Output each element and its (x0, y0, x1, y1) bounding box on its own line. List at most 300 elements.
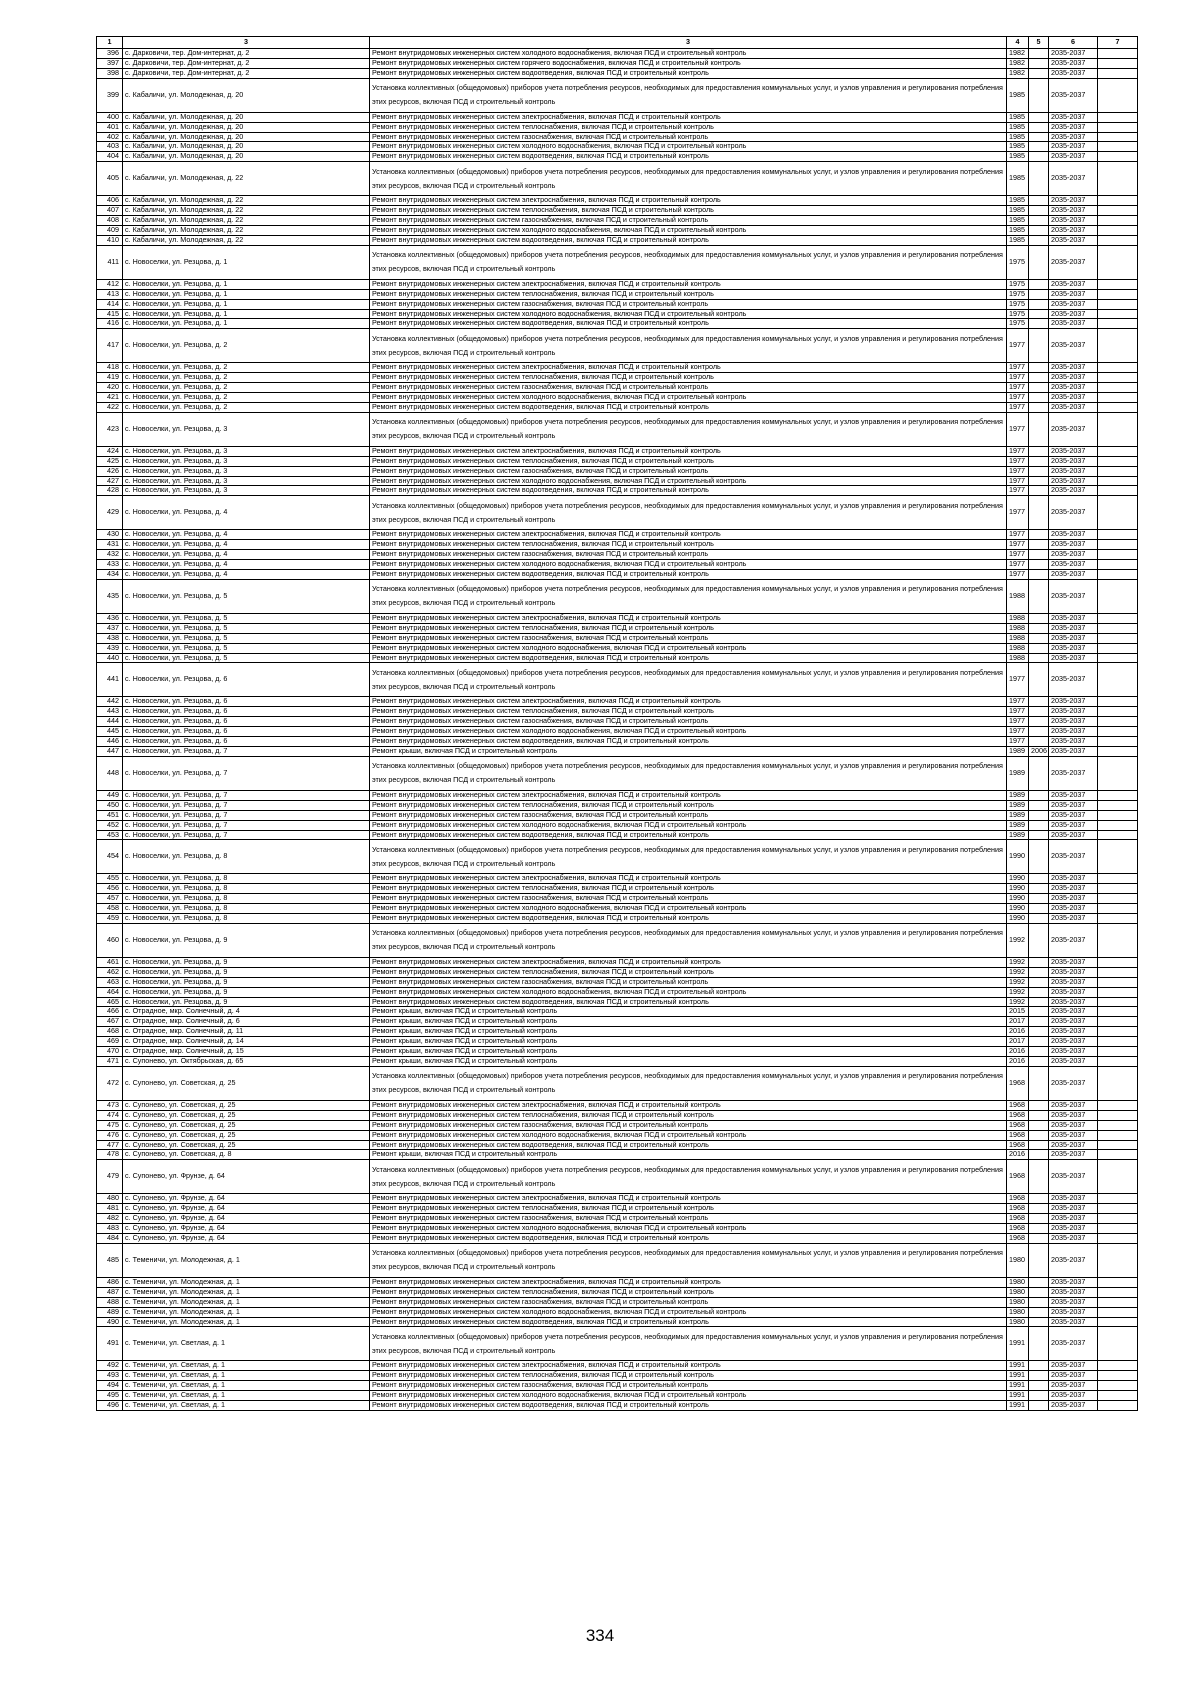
empty-cell (1098, 800, 1138, 810)
last-repair-year-cell (1029, 279, 1049, 289)
row-number: 476 (97, 1130, 123, 1140)
empty-cell (1098, 540, 1138, 550)
address-cell: с. Новоселки, ул. Резцова, д. 5 (123, 613, 370, 623)
work-type-cell: Ремонт внутридомовых инженерных систем водоотведения, включая ПСД и строительный контроль (370, 1233, 1007, 1243)
work-type-cell: Ремонт внутридомовых инженерных систем водоотведения, включая ПСД и строительный контроль (370, 570, 1007, 580)
address-cell: с. Новоселки, ул. Резцова, д. 3 (123, 466, 370, 476)
last-repair-year-cell (1029, 997, 1049, 1007)
empty-cell (1098, 68, 1138, 78)
table-row (97, 707, 1138, 717)
work-type-cell: Ремонт внутридомовых инженерных систем теплоснабжения, включая ПСД и строительный контроль (370, 289, 1007, 299)
empty-cell (1098, 373, 1138, 383)
address-cell: с. Новоселки, ул. Резцова, д. 3 (123, 446, 370, 456)
commission-year-cell: 1975 (1007, 245, 1029, 279)
commission-year-cell: 1968 (1007, 1214, 1029, 1224)
work-type-cell: Ремонт крыши, включая ПСД и строительный контроль (370, 1027, 1007, 1037)
planned-period-cell: 2035-2037 (1049, 112, 1098, 122)
row-number: 413 (97, 289, 123, 299)
commission-year-cell: 1977 (1007, 476, 1029, 486)
planned-period-cell: 2035-2037 (1049, 746, 1098, 756)
row-number: 416 (97, 319, 123, 329)
planned-period-cell: 2035-2037 (1049, 1140, 1098, 1150)
empty-cell (1098, 967, 1138, 977)
commission-year-cell: 1968 (1007, 1194, 1029, 1204)
table-row (97, 412, 1138, 446)
address-cell: с. Теменичи, ул. Светлая, д. 1 (123, 1401, 370, 1411)
commission-year-cell: 1977 (1007, 456, 1029, 466)
planned-period-cell: 2035-2037 (1049, 1243, 1098, 1277)
planned-period-cell: 2035-2037 (1049, 707, 1098, 717)
work-type-cell: Ремонт внутридомовых инженерных систем электроснабжения, включая ПСД и строительный контроль (370, 957, 1007, 967)
planned-period-cell: 2035-2037 (1049, 1307, 1098, 1317)
table-row (97, 697, 1138, 707)
table-row (97, 329, 1138, 363)
planned-period-cell: 2035-2037 (1049, 279, 1098, 289)
table-row (97, 1391, 1138, 1401)
row-number: 454 (97, 840, 123, 874)
address-cell: с. Теменичи, ул. Светлая, д. 1 (123, 1361, 370, 1371)
commission-year-cell: 1991 (1007, 1391, 1029, 1401)
address-cell: с. Теменичи, ул. Светлая, д. 1 (123, 1381, 370, 1391)
commission-year-cell: 1989 (1007, 810, 1029, 820)
commission-year-cell: 1975 (1007, 319, 1029, 329)
work-type-cell: Ремонт внутридомовых инженерных систем теплоснабжения, включая ПСД и строительный контроль (370, 206, 1007, 216)
work-type-cell: Ремонт внутридомовых инженерных систем холодного водоснабжения, включая ПСД и строительный контроль (370, 225, 1007, 235)
empty-cell (1098, 1317, 1138, 1327)
planned-period-cell: 2035-2037 (1049, 1100, 1098, 1110)
commission-year-cell: 1991 (1007, 1401, 1029, 1411)
row-number: 441 (97, 663, 123, 697)
commission-year-cell: 1988 (1007, 633, 1029, 643)
work-type-cell: Ремонт внутридомовых инженерных систем холодного водоснабжения, включая ПСД и строительный контроль (370, 309, 1007, 319)
table-row (97, 68, 1138, 78)
work-type-cell: Ремонт внутридомовых инженерных систем теплоснабжения, включая ПСД и строительный контроль (370, 800, 1007, 810)
last-repair-year-cell (1029, 58, 1049, 68)
commission-year-cell: 1982 (1007, 68, 1029, 78)
row-number: 458 (97, 904, 123, 914)
last-repair-year-cell (1029, 977, 1049, 987)
commission-year-cell: 1991 (1007, 1371, 1029, 1381)
last-repair-year-cell: 2006 (1029, 746, 1049, 756)
table-row (97, 373, 1138, 383)
row-number: 423 (97, 412, 123, 446)
table-row (97, 289, 1138, 299)
empty-cell (1098, 613, 1138, 623)
empty-cell (1098, 874, 1138, 884)
work-type-cell: Ремонт внутридомовых инженерных систем холодного водоснабжения, включая ПСД и строительный контроль (370, 1307, 1007, 1317)
last-repair-year-cell (1029, 142, 1049, 152)
table-row (97, 309, 1138, 319)
commission-year-cell: 1980 (1007, 1287, 1029, 1297)
commission-year-cell: 1977 (1007, 466, 1029, 476)
table-row (97, 643, 1138, 653)
empty-cell (1098, 329, 1138, 363)
last-repair-year-cell (1029, 1287, 1049, 1297)
row-number: 490 (97, 1317, 123, 1327)
planned-period-cell: 2035-2037 (1049, 570, 1098, 580)
row-number: 425 (97, 456, 123, 466)
row-number: 443 (97, 707, 123, 717)
address-cell: с. Супонево, ул. Советская, д. 25 (123, 1130, 370, 1140)
planned-period-cell: 2035-2037 (1049, 1401, 1098, 1411)
empty-cell (1098, 1214, 1138, 1224)
planned-period-cell: 2035-2037 (1049, 874, 1098, 884)
last-repair-year-cell (1029, 132, 1049, 142)
table-row (97, 1233, 1138, 1243)
commission-year-cell: 1980 (1007, 1277, 1029, 1287)
planned-period-cell: 2035-2037 (1049, 1214, 1098, 1224)
empty-cell (1098, 820, 1138, 830)
header-cell: 6 (1049, 37, 1098, 49)
work-type-cell: Ремонт внутридомовых инженерных систем газоснабжения, включая ПСД и строительный контроль (370, 633, 1007, 643)
planned-period-cell: 2035-2037 (1049, 152, 1098, 162)
empty-cell (1098, 653, 1138, 663)
row-number: 482 (97, 1214, 123, 1224)
table-row (97, 623, 1138, 633)
work-type-cell: Ремонт внутридомовых инженерных систем электроснабжения, включая ПСД и строительный контроль (370, 1361, 1007, 1371)
address-cell: с. Новоселки, ул. Резцова, д. 3 (123, 456, 370, 466)
work-type-cell: Ремонт внутридомовых инженерных систем холодного водоснабжения, включая ПСД и строительный контроль (370, 820, 1007, 830)
row-number: 470 (97, 1047, 123, 1057)
empty-cell (1098, 1017, 1138, 1027)
row-number: 407 (97, 206, 123, 216)
planned-period-cell: 2035-2037 (1049, 697, 1098, 707)
empty-cell (1098, 790, 1138, 800)
table-row (97, 1066, 1138, 1100)
planned-period-cell: 2035-2037 (1049, 663, 1098, 697)
last-repair-year-cell (1029, 329, 1049, 363)
address-cell: с. Новоселки, ул. Резцова, д. 3 (123, 476, 370, 486)
commission-year-cell: 1982 (1007, 49, 1029, 59)
work-type-cell: Ремонт внутридомовых инженерных систем электроснабжения, включая ПСД и строительный контроль (370, 446, 1007, 456)
planned-period-cell: 2035-2037 (1049, 790, 1098, 800)
last-repair-year-cell (1029, 1007, 1049, 1017)
table-row (97, 402, 1138, 412)
planned-period-cell: 2035-2037 (1049, 894, 1098, 904)
row-number: 428 (97, 486, 123, 496)
row-number: 398 (97, 68, 123, 78)
empty-cell (1098, 1243, 1138, 1277)
planned-period-cell: 2035-2037 (1049, 540, 1098, 550)
work-type-cell: Ремонт внутридомовых инженерных систем электроснабжения, включая ПСД и строительный контроль (370, 112, 1007, 122)
empty-cell (1098, 319, 1138, 329)
commission-year-cell: 2015 (1007, 1007, 1029, 1017)
commission-year-cell: 1990 (1007, 840, 1029, 874)
planned-period-cell: 2035-2037 (1049, 1130, 1098, 1140)
last-repair-year-cell (1029, 663, 1049, 697)
table-row (97, 810, 1138, 820)
table-row (97, 746, 1138, 756)
address-cell: с. Новоселки, ул. Резцова, д. 6 (123, 717, 370, 727)
empty-cell (1098, 162, 1138, 196)
address-cell: с. Новоселки, ул. Резцова, д. 1 (123, 319, 370, 329)
commission-year-cell: 1968 (1007, 1110, 1029, 1120)
address-cell: с. Кабаличи, ул. Молодежная, д. 20 (123, 122, 370, 132)
work-type-cell: Ремонт крыши, включая ПСД и строительный контроль (370, 1037, 1007, 1047)
row-number: 480 (97, 1194, 123, 1204)
commission-year-cell: 1985 (1007, 142, 1029, 152)
empty-cell (1098, 225, 1138, 235)
row-number: 401 (97, 122, 123, 132)
planned-period-cell: 2035-2037 (1049, 402, 1098, 412)
address-cell: с. Новоселки, ул. Резцова, д. 8 (123, 914, 370, 924)
empty-cell (1098, 746, 1138, 756)
commission-year-cell: 1985 (1007, 162, 1029, 196)
empty-cell (1098, 830, 1138, 840)
work-type-cell: Ремонт внутридомовых инженерных систем водоотведения, включая ПСД и строительный контроль (370, 486, 1007, 496)
last-repair-year-cell (1029, 496, 1049, 530)
last-repair-year-cell (1029, 1160, 1049, 1194)
planned-period-cell: 2035-2037 (1049, 840, 1098, 874)
planned-period-cell: 2035-2037 (1049, 49, 1098, 59)
empty-cell (1098, 1130, 1138, 1140)
table-row (97, 1017, 1138, 1027)
table-row (97, 1371, 1138, 1381)
address-cell: с. Новоселки, ул. Резцова, д. 3 (123, 486, 370, 496)
row-number: 445 (97, 727, 123, 737)
header-cell: 3 (123, 37, 370, 49)
table-row (97, 476, 1138, 486)
work-type-cell: Ремонт внутридомовых инженерных систем газоснабжения, включая ПСД и строительный контроль (370, 1120, 1007, 1130)
address-cell: с. Супонево, ул. Советская, д. 25 (123, 1066, 370, 1100)
commission-year-cell: 1980 (1007, 1297, 1029, 1307)
commission-year-cell: 1990 (1007, 884, 1029, 894)
empty-cell (1098, 904, 1138, 914)
commission-year-cell: 1977 (1007, 540, 1029, 550)
work-type-cell: Ремонт внутридомовых инженерных систем электроснабжения, включая ПСД и строительный контроль (370, 530, 1007, 540)
last-repair-year-cell (1029, 717, 1049, 727)
work-type-cell: Ремонт внутридомовых инженерных систем теплоснабжения, включая ПСД и строительный контроль (370, 456, 1007, 466)
planned-period-cell: 2035-2037 (1049, 363, 1098, 373)
row-number: 469 (97, 1037, 123, 1047)
row-number: 463 (97, 977, 123, 987)
address-cell: с. Новоселки, ул. Резцова, д. 7 (123, 820, 370, 830)
commission-year-cell: 1985 (1007, 235, 1029, 245)
work-type-cell: Ремонт внутридомовых инженерных систем горячего водоснабжения, включая ПСД и строительный контроль (370, 58, 1007, 68)
row-number: 475 (97, 1120, 123, 1130)
table-row (97, 800, 1138, 810)
work-type-cell: Ремонт внутридомовых инженерных систем водоотведения, включая ПСД и строительный контроль (370, 653, 1007, 663)
planned-period-cell: 2035-2037 (1049, 1047, 1098, 1057)
address-cell: с. Отрадное, мкр. Солнечный, д. 15 (123, 1047, 370, 1057)
table-row (97, 363, 1138, 373)
table-row (97, 977, 1138, 987)
last-repair-year-cell (1029, 1297, 1049, 1307)
table-row (97, 997, 1138, 1007)
work-type-cell: Ремонт внутридомовых инженерных систем электроснабжения, включая ПСД и строительный контроль (370, 613, 1007, 623)
table-row (97, 456, 1138, 466)
commission-year-cell: 1989 (1007, 790, 1029, 800)
planned-period-cell: 2035-2037 (1049, 1057, 1098, 1067)
row-number: 460 (97, 923, 123, 957)
planned-period-cell: 2035-2037 (1049, 923, 1098, 957)
last-repair-year-cell (1029, 49, 1049, 59)
table-body (97, 49, 1138, 1411)
empty-cell (1098, 894, 1138, 904)
address-cell: с. Новоселки, ул. Резцова, д. 6 (123, 707, 370, 717)
last-repair-year-cell (1029, 923, 1049, 957)
planned-period-cell: 2035-2037 (1049, 613, 1098, 623)
commission-year-cell: 1977 (1007, 393, 1029, 403)
last-repair-year-cell (1029, 1027, 1049, 1037)
commission-year-cell: 2016 (1007, 1027, 1029, 1037)
commission-year-cell: 1975 (1007, 309, 1029, 319)
planned-period-cell: 2035-2037 (1049, 446, 1098, 456)
row-number: 462 (97, 967, 123, 977)
table-row (97, 225, 1138, 235)
row-number: 450 (97, 800, 123, 810)
address-cell: с. Новоселки, ул. Резцова, д. 9 (123, 923, 370, 957)
table-row (97, 466, 1138, 476)
last-repair-year-cell (1029, 737, 1049, 747)
last-repair-year-cell (1029, 756, 1049, 790)
last-repair-year-cell (1029, 1194, 1049, 1204)
work-type-cell: Ремонт внутридомовых инженерных систем водоотведения, включая ПСД и строительный контроль (370, 1140, 1007, 1150)
commission-year-cell: 1990 (1007, 914, 1029, 924)
empty-cell (1098, 122, 1138, 132)
address-cell: с. Новоселки, ул. Резцова, д. 1 (123, 245, 370, 279)
empty-cell (1098, 1057, 1138, 1067)
row-number: 414 (97, 299, 123, 309)
table-row (97, 1243, 1138, 1277)
commission-year-cell: 1985 (1007, 216, 1029, 226)
last-repair-year-cell (1029, 633, 1049, 643)
address-cell: с. Супонево, ул. Октябрьская, д. 65 (123, 1057, 370, 1067)
last-repair-year-cell (1029, 1391, 1049, 1401)
address-cell: с. Новоселки, ул. Резцова, д. 5 (123, 623, 370, 633)
commission-year-cell: 1985 (1007, 122, 1029, 132)
work-type-cell: Ремонт внутридомовых инженерных систем газоснабжения, включая ПСД и строительный контроль (370, 132, 1007, 142)
address-cell: с. Новоселки, ул. Резцова, д. 2 (123, 383, 370, 393)
empty-cell (1098, 1277, 1138, 1287)
commission-year-cell: 1975 (1007, 279, 1029, 289)
address-cell: с. Новоселки, ул. Резцова, д. 1 (123, 309, 370, 319)
table-row (97, 894, 1138, 904)
planned-period-cell: 2035-2037 (1049, 1317, 1098, 1327)
row-number: 406 (97, 196, 123, 206)
address-cell: с. Новоселки, ул. Резцова, д. 2 (123, 363, 370, 373)
empty-cell (1098, 393, 1138, 403)
row-number: 440 (97, 653, 123, 663)
empty-cell (1098, 914, 1138, 924)
planned-period-cell: 2035-2037 (1049, 756, 1098, 790)
register-sheet (96, 36, 1137, 1411)
table-row (97, 58, 1138, 68)
last-repair-year-cell (1029, 884, 1049, 894)
empty-cell (1098, 633, 1138, 643)
table-row (97, 914, 1138, 924)
commission-year-cell: 1980 (1007, 1243, 1029, 1277)
planned-period-cell: 2035-2037 (1049, 1297, 1098, 1307)
work-type-cell: Ремонт внутридомовых инженерных систем газоснабжения, включая ПСД и строительный контроль (370, 466, 1007, 476)
table-row (97, 1194, 1138, 1204)
address-cell: с. Новоселки, ул. Резцова, д. 1 (123, 299, 370, 309)
table-row (97, 570, 1138, 580)
last-repair-year-cell (1029, 653, 1049, 663)
commission-year-cell: 1990 (1007, 894, 1029, 904)
planned-period-cell: 2035-2037 (1049, 393, 1098, 403)
row-number: 459 (97, 914, 123, 924)
planned-period-cell: 2035-2037 (1049, 579, 1098, 613)
address-cell: с. Кабаличи, ул. Молодежная, д. 22 (123, 162, 370, 196)
planned-period-cell: 2035-2037 (1049, 1066, 1098, 1100)
last-repair-year-cell (1029, 1233, 1049, 1243)
empty-cell (1098, 1007, 1138, 1017)
address-cell: с. Новоселки, ул. Резцова, д. 2 (123, 402, 370, 412)
table-row (97, 633, 1138, 643)
address-cell: с. Теменичи, ул. Молодежная, д. 1 (123, 1307, 370, 1317)
work-type-cell: Ремонт внутридомовых инженерных систем холодного водоснабжения, включая ПСД и строительный контроль (370, 643, 1007, 653)
last-repair-year-cell (1029, 810, 1049, 820)
empty-cell (1098, 142, 1138, 152)
table-row (97, 1297, 1138, 1307)
address-cell: с. Новоселки, ул. Резцова, д. 8 (123, 904, 370, 914)
last-repair-year-cell (1029, 1277, 1049, 1287)
planned-period-cell: 2035-2037 (1049, 1327, 1098, 1361)
commission-year-cell: 1992 (1007, 987, 1029, 997)
work-type-cell: Ремонт внутридомовых инженерных систем теплоснабжения, включая ПСД и строительный контроль (370, 1287, 1007, 1297)
table-row (97, 1277, 1138, 1287)
row-number: 471 (97, 1057, 123, 1067)
empty-cell (1098, 550, 1138, 560)
last-repair-year-cell (1029, 466, 1049, 476)
commission-year-cell: 1968 (1007, 1140, 1029, 1150)
address-cell: с. Супонево, ул. Советская, д. 25 (123, 1120, 370, 1130)
row-number: 485 (97, 1243, 123, 1277)
commission-year-cell: 1990 (1007, 904, 1029, 914)
table-row (97, 78, 1138, 112)
row-number: 492 (97, 1361, 123, 1371)
row-number: 478 (97, 1150, 123, 1160)
work-type-cell: Ремонт внутридомовых инженерных систем водоотведения, включая ПСД и строительный контроль (370, 830, 1007, 840)
last-repair-year-cell (1029, 987, 1049, 997)
commission-year-cell: 1988 (1007, 623, 1029, 633)
last-repair-year-cell (1029, 1066, 1049, 1100)
last-repair-year-cell (1029, 904, 1049, 914)
table-row (97, 874, 1138, 884)
commission-year-cell: 1989 (1007, 746, 1029, 756)
work-type-cell: Ремонт внутридомовых инженерных систем теплоснабжения, включая ПСД и строительный контроль (370, 540, 1007, 550)
row-number: 466 (97, 1007, 123, 1017)
commission-year-cell: 1989 (1007, 820, 1029, 830)
address-cell: с. Новоселки, ул. Резцова, д. 5 (123, 633, 370, 643)
commission-year-cell: 1992 (1007, 977, 1029, 987)
address-cell: с. Теменичи, ул. Молодежная, д. 1 (123, 1243, 370, 1277)
address-cell: с. Новоселки, ул. Резцова, д. 9 (123, 987, 370, 997)
planned-period-cell: 2035-2037 (1049, 623, 1098, 633)
row-number: 472 (97, 1066, 123, 1100)
commission-year-cell: 1988 (1007, 653, 1029, 663)
planned-period-cell: 2035-2037 (1049, 653, 1098, 663)
work-type-cell: Ремонт внутридомовых инженерных систем холодного водоснабжения, включая ПСД и строительный контроль (370, 393, 1007, 403)
commission-year-cell: 1968 (1007, 1224, 1029, 1234)
empty-cell (1098, 1327, 1138, 1361)
row-number: 404 (97, 152, 123, 162)
empty-cell (1098, 840, 1138, 874)
row-number: 433 (97, 560, 123, 570)
row-number: 436 (97, 613, 123, 623)
row-number: 427 (97, 476, 123, 486)
table-row (97, 49, 1138, 59)
empty-cell (1098, 1391, 1138, 1401)
address-cell: с. Теменичи, ул. Молодежная, д. 1 (123, 1297, 370, 1307)
empty-cell (1098, 1160, 1138, 1194)
empty-cell (1098, 1361, 1138, 1371)
row-number: 484 (97, 1233, 123, 1243)
row-number: 477 (97, 1140, 123, 1150)
planned-period-cell: 2035-2037 (1049, 1110, 1098, 1120)
table-row (97, 1140, 1138, 1150)
